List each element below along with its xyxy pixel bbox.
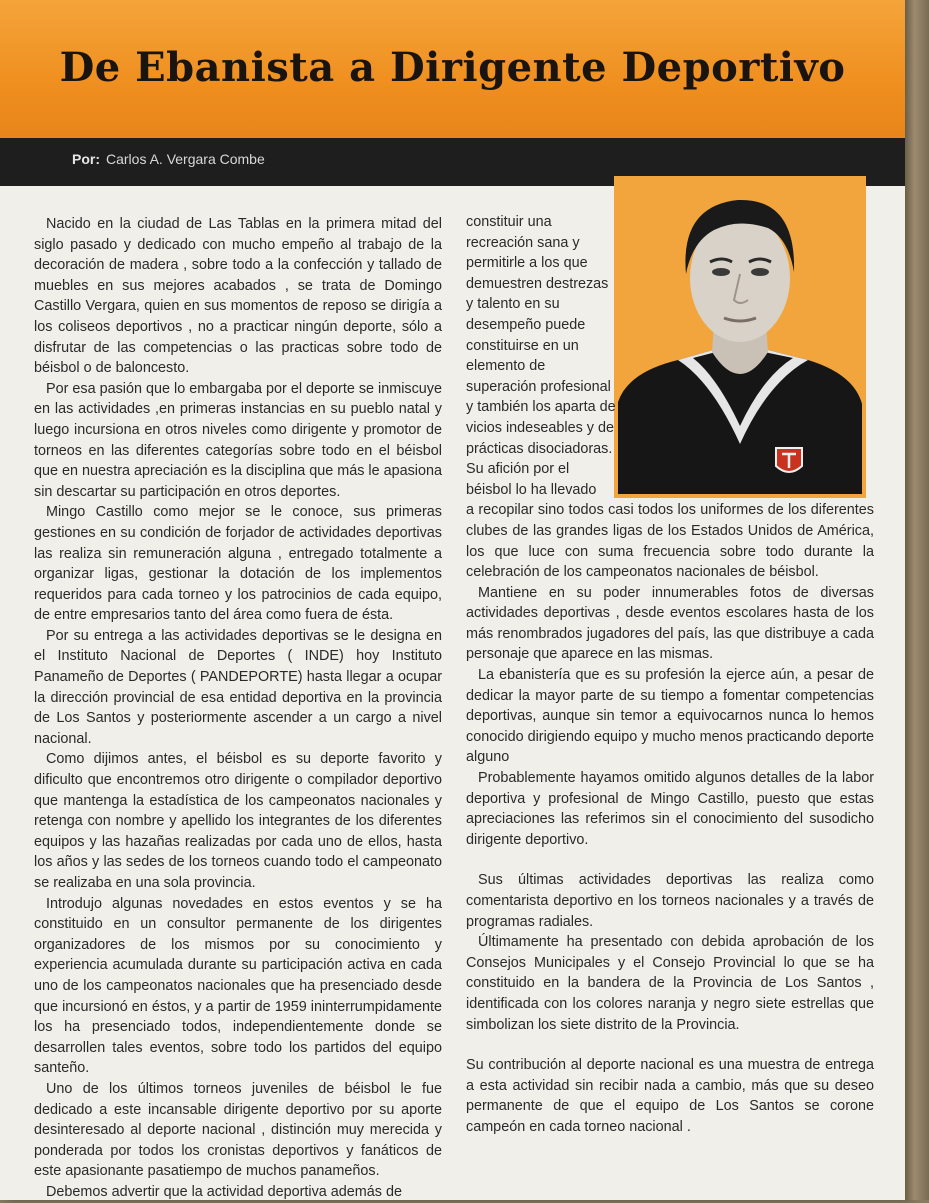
- paragraph: Como dijimos antes, el béisbol es su deporte favorito y dificulto que encontremos otro dirigente o compilador deportivo que mantenga la estadística de los campeonatos nacionales y retenga con nombre y apellido los integrantes de los diferentes equipos y las hazañas realizadas por cada uno de ellos, hasta los años y las sedes de los torneos cuando todo el campeonato se realizaba en una sola provincia.: [34, 751, 442, 891]
- paragraph: Sus últimas actividades deportivas las realiza como comentarista deportivo en los torneos nacionales y a través de programas radiales.: [466, 872, 874, 930]
- paragraph: Por esa pasión que lo embargaba por el deporte se inmiscuye en las actividades ,en primeras instancias en su pueblo natal y luego incursiona en otros niveles como dirigente y promotor de torneos en las diferentes categorías sobre todo en el béisbol que en nuestra apreciación es la disciplina que más le apasiona sin descartar su participación en otros deportes.: [34, 380, 442, 500]
- author-name: Carlos A. Vergara Combe: [106, 151, 265, 167]
- page-edge: [905, 0, 929, 1200]
- left-column: [34, 214, 442, 1203]
- paragraph: La ebanistería que es su profesión la ejerce aún, a pesar de dedicar la mayor parte de su tiempo a fomentar competencias deportivas, aunque sin temor a equivocarnos nunca lo hemos conocido dirigiendo equipo y mucho menos practicando deporte alguno: [466, 667, 874, 766]
- title-banner: [0, 0, 905, 140]
- paragraph: a recopilar sino todos casi todos los uniformes de los diferentes clubes de las grandes ligas de los Estados Unidos de América, los que luce con suma frecuencia sobre todo durante la celebración de los campeonatos nacionales de béisbol.: [466, 502, 874, 581]
- paragraph: Por su entrega a las actividades deportivas se le designa en el Instituto Nacional de Deportes ( INDE) hoy Instituto Panameño de Deportes ( PANDEPORTE) hasta llegar a ocupar la dirección provincial de esa entidad deportiva en la provincia de Los Santos y posteriormente ascender a un cargo a nivel nacional.: [34, 627, 442, 747]
- paragraph: Debemos advertir que la actividad deportiva además de: [46, 1183, 402, 1200]
- paragraph: Su afición por el béisbol lo ha llevado: [466, 461, 597, 498]
- paragraph: Mantiene en su poder innumerables fotos de diversas actividades deportivas , desde eventos escolares hasta de los más renombrados jugadores del país, las que distribuye a cada personaje que aparece en las mismas.: [466, 584, 874, 663]
- right-column: [466, 212, 874, 1138]
- paragraph: Nacido en la ciudad de Las Tablas en la primera mitad del siglo pasado y dedicado con mucho empeño al trabajo de la decoración de madera , sobre todo a la confección y tallado de muebles en sus mejores acabados , se trata de Domingo Castillo Vergara, quien en sus momentos de reposo se dirigía a los coliseos deportivos , no a practicar ningún deporte, sólo a disfrutar de las competencias o las practicas sobre todo de béisbol o de baloncesto.: [34, 216, 442, 377]
- byline-prefix: Por:: [72, 151, 100, 167]
- paragraph: Mingo Castillo como mejor se le conoce, sus primeras gestiones en su condición de forjador de actividades deportivas las realiza sin remuneración alguna , entregado totalmente a organizar ligas, gestionar la dotación de los implementos requeridos para cada torneo y los patrocinios de cada equipo, de entre empresarios tanto del área como fuera de ésta.: [34, 504, 442, 624]
- byline: [72, 151, 265, 167]
- paragraph: Últimamente ha presentado con debida aprobación de los Consejos Municipales y el Consejo Provincial lo que se ha constituido en la bandera de la Provincia de Los Santos , identificada con los colores naranja y negro siete estrellas que simbolizan los siete distrito de la Provincia.: [466, 934, 874, 1033]
- paragraph: Uno de los últimos torneos juveniles de béisbol le fue dedicado a este incansable dirigente deportivo por su aporte desinteresado al deporte nacional , distinción muy merecida y ponderada por todos los cronistas deportivos y fanáticos de este apasionante pasatiempo de muchos panameños.: [34, 1080, 442, 1180]
- narrow-text-block: [466, 212, 616, 500]
- paragraph: Introdujo algunas novedades en estos eventos y se ha constituido en un consultor permanente de los dirigentes organizadores de los mismos por su conocimiento y experiencia acumulada durante su participación activa en cada uno de los campeonatos nacionales que ha presenciado desde que incursionó en éstos, y a partir de 1959 ininterrumpidamente los ha presenciado todos, independientemente donde se desarrollen tales eventos, sobre todo los partidos del equipo santeño.: [34, 895, 442, 1077]
- paragraph: constituir una recreación sana y permitirle a los que demuestren destrezas y talento en su desempeño puede constituirse en un elemento de superación profesional y también los aparta de vicios indeseables y de prácticas disociadoras.: [466, 214, 616, 457]
- spacer: [466, 1035, 874, 1055]
- paragraph: Probablemente hayamos omitido algunos detalles de la labor deportiva y profesional de Mingo Castillo, puesto que estas apreciaciones las referimos sin el conocimiento del susodicho dirigente deportivo.: [466, 770, 874, 848]
- spacer: [466, 850, 874, 870]
- article-title: De Ebanista a Dirigente Deportivo: [59, 44, 846, 91]
- paragraph: Su contribución al deporte nacional es una muestra de entrega a esta actividad sin recibir nada a cambio, más que su deseo permanente de que el equipo de Los Santos se corone campeón en cada torneo nacional .: [466, 1057, 874, 1135]
